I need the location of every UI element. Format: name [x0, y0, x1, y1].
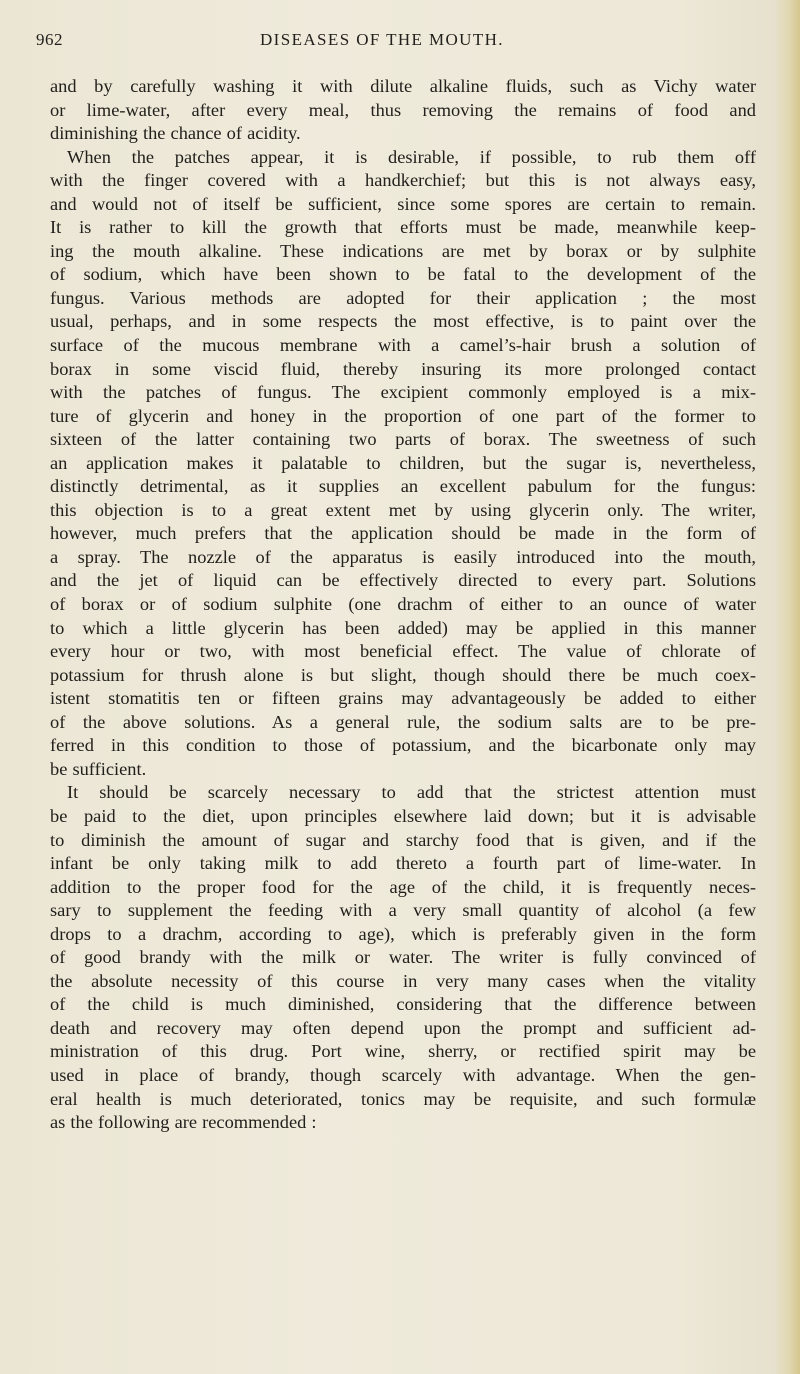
- text-line: ministration of this drug. Port wine, sherry, or rectified spirit may be: [50, 1041, 756, 1062]
- text-line: an application makes it palatable to children, but the sugar is, nevertheless,: [50, 452, 756, 473]
- text-line: ing the mouth alkaline. These indications are met by borax or by sulphite: [50, 240, 756, 261]
- text-line: drops to a drachm, according to age), which is preferably given in the form: [50, 923, 756, 944]
- text-line: to diminish the amount of sugar and starchy food that is given, and if the: [50, 829, 756, 850]
- text-line: the absolute necessity of this course in very many cases when the vitality: [50, 970, 756, 991]
- text-line: as the following are recommended :: [50, 1112, 317, 1133]
- text-line: It is rather to kill the growth that efforts must be made, meanwhile keep-: [50, 217, 756, 238]
- text-line: and the jet of liquid can be effectively directed to every part. Solutions: [50, 570, 756, 591]
- page-number: 962: [36, 30, 63, 49]
- text-line: or lime-water, after every meal, thus removing the remains of food and: [50, 99, 756, 120]
- text-line: sixteen of the latter containing two parts of borax. The sweetness of such: [50, 429, 756, 450]
- text-line: sary to supplement the feeding with a very small quantity of alcohol (a few: [50, 900, 756, 921]
- text-line: eral health is much deteriorated, tonics may be requisite, and such formulæ: [50, 1088, 756, 1109]
- text-line: however, much prefers that the application should be made in the form of: [50, 523, 756, 544]
- text-line: When the patches appear, it is desirable, if possible, to rub them off: [67, 146, 756, 167]
- text-line: with the finger covered with a handkerchief; but this is not always easy,: [50, 170, 756, 191]
- text-line: infant be only taking milk to add thereto a fourth part of lime-water. In: [50, 853, 756, 874]
- text-line: addition to the proper food for the age of the child, it is frequently neces-: [50, 876, 756, 897]
- text-line: of borax or of sodium sulphite (one drachm of either to an ounce of water: [50, 594, 756, 615]
- text-line: of the above solutions. As a general rule, the sodium salts are to be pre-: [50, 711, 756, 732]
- text-line: ture of glycerin and honey in the proportion of one part of the former to: [50, 405, 756, 426]
- text-line: be sufficient.: [50, 758, 147, 779]
- text-line: istent stomatitis ten or fifteen grains may advantageously be added to either: [50, 688, 756, 709]
- text-line: fungus. Various methods are adopted for their application ; the most: [50, 287, 756, 308]
- text-line: and by carefully washing it with dilute alkaline fluids, such as Vichy water: [50, 76, 756, 96]
- text-line: every hour or two, with most beneficial effect. The value of chlorate of: [50, 641, 756, 662]
- text-line: of good brandy with the milk or water. The writer is fully convinced of: [50, 947, 756, 968]
- running-head: [36, 30, 766, 54]
- text-line: to which a little glycerin has been added) may be applied in this manner: [50, 617, 756, 638]
- text-line: potassium for thrush alone is but slight, though should there be much coex-: [50, 664, 756, 685]
- text-line: diminishing the chance of acidity.: [50, 123, 301, 144]
- text-line: of sodium, which have been shown to be fatal to the development of the: [50, 264, 756, 285]
- body-text: [50, 75, 756, 1135]
- text-line: and would not of itself be sufficient, since some spores are certain to remain.: [50, 193, 756, 214]
- text-line: ferred in this condition to those of potassium, and the bicarbonate only may: [50, 735, 756, 756]
- running-title: DISEASES OF THE MOUTH.: [260, 30, 504, 49]
- text-line: It should be scarcely necessary to add that the strictest attention must: [67, 782, 756, 803]
- text-line: be paid to the diet, upon principles elsewhere laid down; but it is advisable: [50, 805, 756, 826]
- text-line: usual, perhaps, and in some respects the most effective, is to paint over the: [50, 311, 756, 332]
- text-line: of the child is much diminished, considering that the difference between: [50, 994, 756, 1015]
- page-edge-shading: [774, 0, 800, 1374]
- text-line: distinctly detrimental, as it supplies an excellent pabulum for the fungus:: [50, 476, 756, 497]
- text-line: surface of the mucous membrane with a camel’s-hair brush a solution of: [50, 335, 756, 356]
- text-line: this objection is to a great extent met by using glycerin only. The writer,: [50, 499, 756, 520]
- text-line: death and recovery may often depend upon the prompt and sufficient ad-: [50, 1017, 756, 1038]
- text-line: used in place of brandy, though scarcely with advantage. When the gen-: [50, 1064, 756, 1085]
- text-line: with the patches of fungus. The excipient commonly employed is a mix-: [50, 382, 756, 403]
- text-line: a spray. The nozzle of the apparatus is easily introduced into the mouth,: [50, 546, 756, 567]
- text-line: borax in some viscid fluid, thereby insuring its more prolonged contact: [50, 358, 756, 379]
